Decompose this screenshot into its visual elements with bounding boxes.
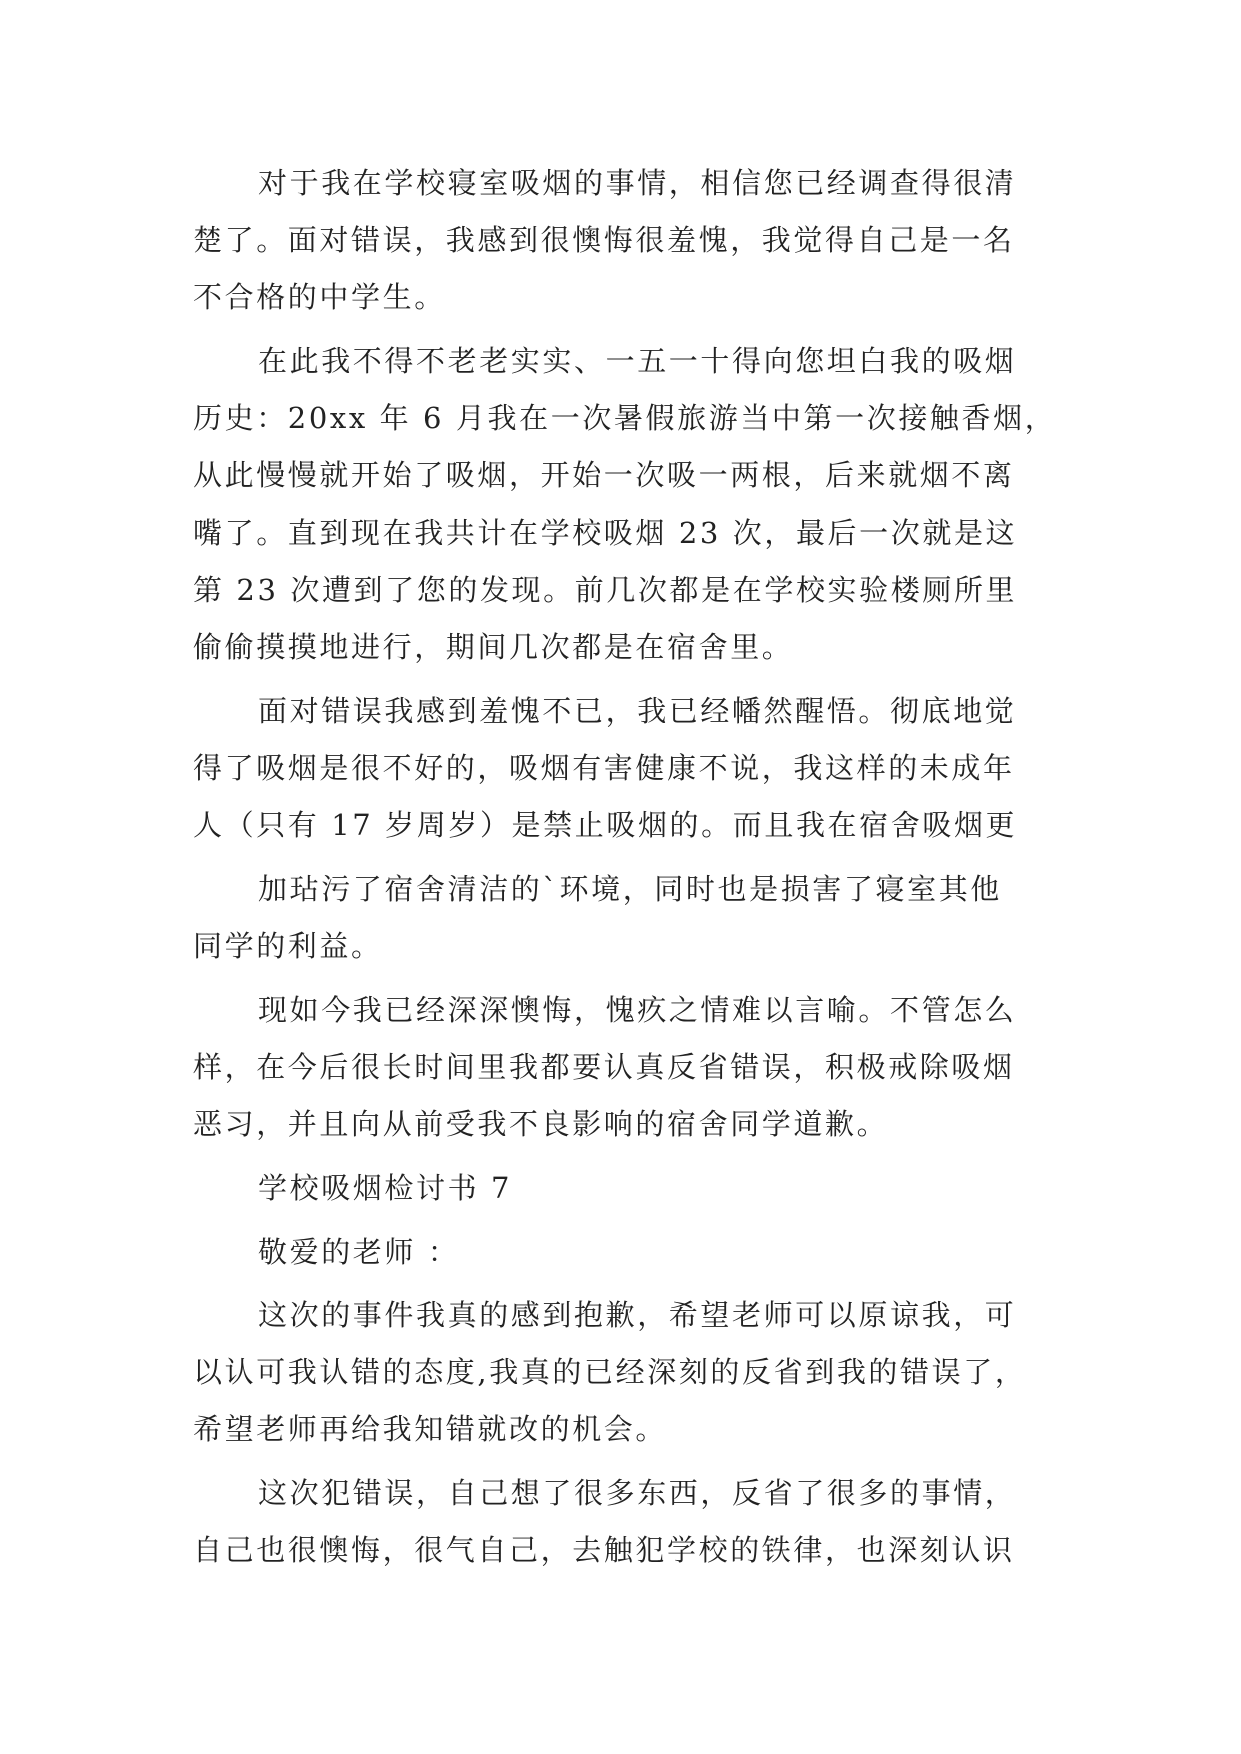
text-line: 加玷污了宿舍清洁的`环境，同时也是损害了寝室其他: [258, 872, 1002, 906]
text-line: 嘴了。直到现在我共计在学校吸烟 23 次，最后一次就是这: [193, 516, 1018, 550]
text-line: 样，在今后很长时间里我都要认真反省错误，积极戒除吸烟: [193, 1050, 1015, 1084]
text-line: 楚了。面对错误，我感到很懊悔很羞愧，我觉得自己是一名: [193, 223, 1015, 257]
text-line: 现如今我已经深深懊悔，愧疚之情难以言喻。不管怎么: [258, 993, 1017, 1027]
text-line: 对于我在学校寝室吸烟的事情，相信您已经调查得很清: [258, 166, 1017, 200]
text-line: 这次的事件我真的感到抱歉，希望老师可以原谅我，可: [258, 1298, 1017, 1332]
text-line: 希望老师再给我知错就改的机会。: [193, 1412, 668, 1446]
text-line: 得了吸烟是很不好的，吸烟有害健康不说，我这样的未成年: [193, 751, 1015, 785]
text-line: 恶习，并且向从前受我不良影响的宿舍同学道歉。: [193, 1107, 889, 1141]
text-line: 在此我不得不老老实实、一五一十得向您坦白我的吸烟: [258, 344, 1017, 378]
text-line: 自己也很懊悔，很气自己，去触犯学校的铁律，也深刻认识: [193, 1533, 1015, 1567]
text-line: 同学的利益。: [193, 929, 383, 963]
salutation: 敬爱的老师 ：: [258, 1235, 460, 1269]
text-line: 偷偷摸摸地进行，期间几次都是在宿舍里。: [193, 630, 794, 664]
text-line: 历史：20xx 年 6 月我在一次暑假旅游当中第一次接触香烟，: [193, 401, 1057, 435]
text-line: 这次犯错误，自己想了很多东西，反省了很多的事情，: [258, 1476, 1017, 1510]
text-line: 人（只有 17 岁周岁）是禁止吸烟的。而且我在宿舍吸烟更: [193, 808, 1018, 842]
text-line: 不合格的中学生。: [193, 280, 446, 314]
text-line: 面对错误我感到羞愧不已，我已经幡然醒悟。彻底地觉: [258, 694, 1017, 728]
section-heading: 学校吸烟检讨书 7: [258, 1171, 513, 1205]
text-line: 第 23 次遭到了您的发现。前几次都是在学校实验楼厕所里: [193, 573, 1018, 607]
text-line: 从此慢慢就开始了吸烟，开始一次吸一两根，后来就烟不离: [193, 458, 1015, 492]
text-line: 以认可我认错的态度,我真的已经深刻的反省到我的错误了，: [193, 1355, 1027, 1389]
